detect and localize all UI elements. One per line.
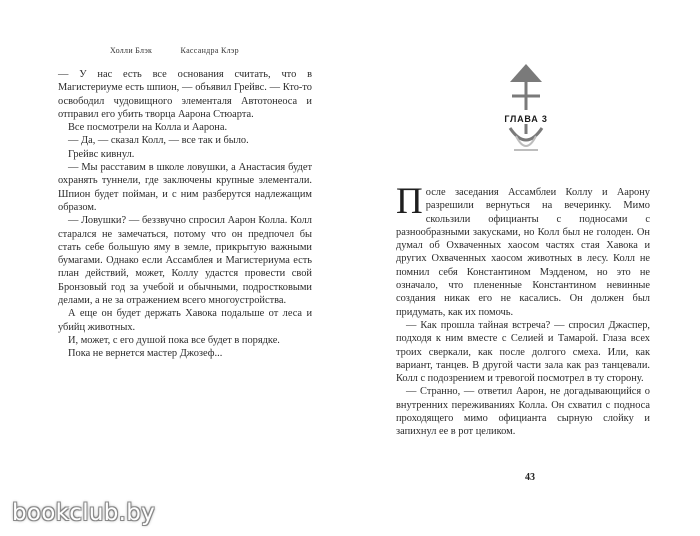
paragraph: А еще он будет держать Хавока подальше от леса и убийц животных. bbox=[58, 308, 312, 333]
paragraph: — У нас есть все основания считать, что в Магистериуме есть шпион, — объявил Грейвс. — Кто-то освободил чудовищного элементаля Автотонеоса и отправил его убить творца Аарона Стюарта. bbox=[58, 69, 312, 120]
paragraph: — Да, — сказал Колл, — все так и было. bbox=[68, 135, 249, 147]
alchemy-symbol-icon bbox=[498, 60, 554, 164]
right-page bbox=[380, 0, 670, 536]
chapter-title: ГЛАВА 3 bbox=[498, 114, 554, 124]
watermark: bookclub.by bbox=[12, 500, 156, 526]
paragraph: — Как прошла тайная встреча? — спросил Джаспер, подходя к ним вместе с Селией и Тамарой. Глаза всех троих сверкали, как после долгого смеха. Или, как вариант, танцев. В другой части зала как раз танцевали. Колл с подозрением и тревогой посмотрел в ту сторону. bbox=[396, 319, 650, 385]
paragraph: Все посмотрели на Колла и Аарона. bbox=[68, 122, 228, 134]
paragraph: — Странно, — ответил Аарон, не догадывающийся о внутренних переживаниях Колла. Он схватил с подноса проходящего мимо официанта сырную слойку и запихнул ее в рот целиком. bbox=[396, 386, 650, 438]
left-page bbox=[40, 0, 330, 536]
paragraph: — Мы расставим в школе ловушки, а Анастасия будет охранять туннели, где заключены крупные элементали. Шпион будет пойман, и с ним разберутся надлежащим образом. bbox=[58, 162, 312, 213]
left-page-text bbox=[58, 68, 312, 361]
paragraph: Грейвс кивнул. bbox=[68, 148, 135, 160]
paragraph bbox=[396, 181, 650, 319]
running-header bbox=[110, 46, 265, 55]
page-number: 43 bbox=[525, 472, 535, 483]
paragraph-text: осле заседания Ассамблеи Коллу и Аарону разрешили вернуться на вечеринку. Мимо скользили официанты с подносами с разнообразными закусками, но Колл был не голоден. Он думал об Охваченных хаосом частях стая Хавока и других Охваченных хаосом животных в лесу. Колл не помнил себя Константином Мэдденом, но это не означало, что плененные Константином невинные создания никак его не касались. Он должен был придумать, как их помочь. bbox=[396, 187, 650, 318]
paragraph: — Ловушки? — беззвучно спросил Аарон Колла. Колл старался не замечаться, потому что он предпочел бы стать себе большую яму в земле, прикрытую важными бумагами. Однако если Ассамблея и Магистериума есть план действий, может, Коллу удастся провести свой Бронзовый год за учебой и обычными, подростковыми делами, а не за отражением всего многоустройства. bbox=[58, 215, 312, 307]
header-author: Холли Блэк bbox=[110, 46, 153, 55]
drop-cap: П bbox=[396, 181, 423, 222]
paragraph: Пока не вернется мастер Джозеф... bbox=[68, 348, 223, 360]
right-page-text bbox=[396, 181, 650, 439]
paragraph: И, может, с его душой пока все будет в порядке. bbox=[68, 334, 280, 346]
header-coauthor: Кассандра Клэр bbox=[180, 46, 239, 55]
